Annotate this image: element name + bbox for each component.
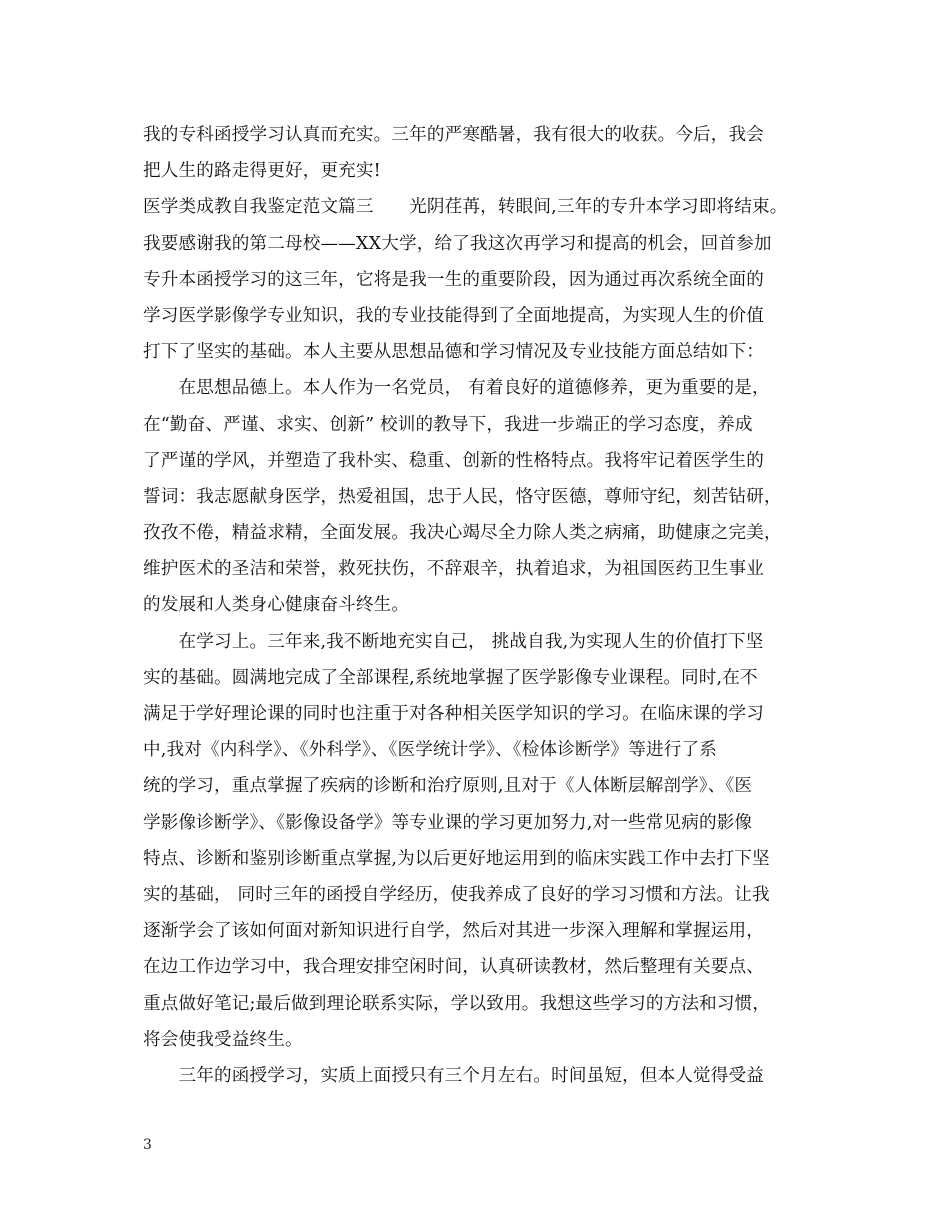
text-line: 打下了坚实的基础。本人主要从思想品德和学习情况及专业技能方面总结如下： — [143, 342, 765, 363]
text-line: 了严谨的学风，并塑造了我朴实、稳重、创新的性格特点。我将牢记着医学生的 — [143, 450, 765, 471]
text-line: 在“勤奋、严谨、求实、创新” 校训的教导下，我进一步端正的学习态度，养成 — [143, 414, 753, 435]
text-line: 特点、诊断和鉴别诊断重点掌握,为以后更好地运用到的临床实践工作中去打下坚 — [143, 848, 770, 869]
page-number: 3 — [143, 1137, 152, 1153]
text-line: 学影像诊断学》、《影像设备学》等专业课的学习更加努力,对一些常见病的影像 — [143, 812, 753, 833]
text-line: 在边工作边学习中，我合理安排空闲时间，认真研读教材，然后整理有关要点、 — [143, 957, 765, 978]
text-line: 实的基础。圆满地完成了全部课程,系统地掌握了医学影像专业课程。同时,在不 — [143, 667, 758, 688]
text-line: 满足于学好理论课的同时也注重于对各种相关医学知识的学习。在临床课的学习 — [143, 704, 765, 724]
text-line: 在思想品德上。本人作为一名党员， 有着良好的道德修养，更为重要的是， — [143, 378, 770, 399]
text-line: 的发展和人类身心健康奋斗终生。 — [143, 595, 410, 616]
text-line: 我要感谢我的第二母校——XX大学，给了我这次再学习和提高的机会，回首参加 — [143, 233, 772, 254]
text-line: 将会使我受益终生。 — [143, 1029, 303, 1050]
text-line: 逐渐学会了该如何面对新知识进行自学，然后对其进一步深入理解和掌握运用， — [143, 921, 765, 942]
text-line: 重点做好笔记;最后做到理论联系实际，学以致用。我想这些学习的方法和习惯， — [143, 993, 771, 1014]
text-line: 专升本函授学习的这三年，它将是我一生的重要阶段，因为通过再次系统全面的 — [143, 269, 765, 290]
text-line: 医学类成教自我鉴定范文篇三 光阴荏苒，转眼间,三年的专升本学习即将结束。 — [143, 197, 788, 218]
text-line: 维护医术的圣洁和荣誉，救死扶伤，不辞艰辛，执着追求，为祖国医药卫生事业 — [143, 559, 765, 580]
text-line: 在学习上。三年来,我不断地充实自己， 挑战自我,为实现人生的价值打下坚 — [143, 631, 764, 652]
text-line: 统的学习，重点掌握了疾病的诊断和治疗原则,且对于《人体断层解剖学》、《医 — [143, 776, 753, 797]
text-line: 把人生的路走得更好，更充实! — [143, 161, 381, 182]
text-line: 我的专科函授学习认真而充实。三年的严寒酷暑，我有很大的收获。今后，我会 — [143, 125, 765, 145]
text-line: 孜孜不倦，精益求精，全面发展。我决心竭尽全力除人类之病痛，助健康之完美， — [143, 523, 782, 544]
text-line: 三年的函授学习，实质上面授只有三个月左右。时间虽短，但本人觉得受益 — [143, 1065, 765, 1086]
text-line: 誓词：我志愿献身医学，热爱祖国，忠于人民，恪守医德，尊师守纪，刻苦钻研， — [143, 486, 782, 507]
text-line: 学习医学影像学专业知识，我的专业技能得到了全面地提高，为实现人生的价值 — [143, 305, 765, 326]
body-text — [143, 117, 833, 1094]
text-line: 中,我对《内科学》、《外科学》、《医学统计学》、《检体诊断学》等进行了系 — [143, 740, 717, 761]
text-line: 实的基础， 同时三年的函授自学经历，使我养成了良好的学习习惯和方法。让我 — [143, 884, 770, 905]
